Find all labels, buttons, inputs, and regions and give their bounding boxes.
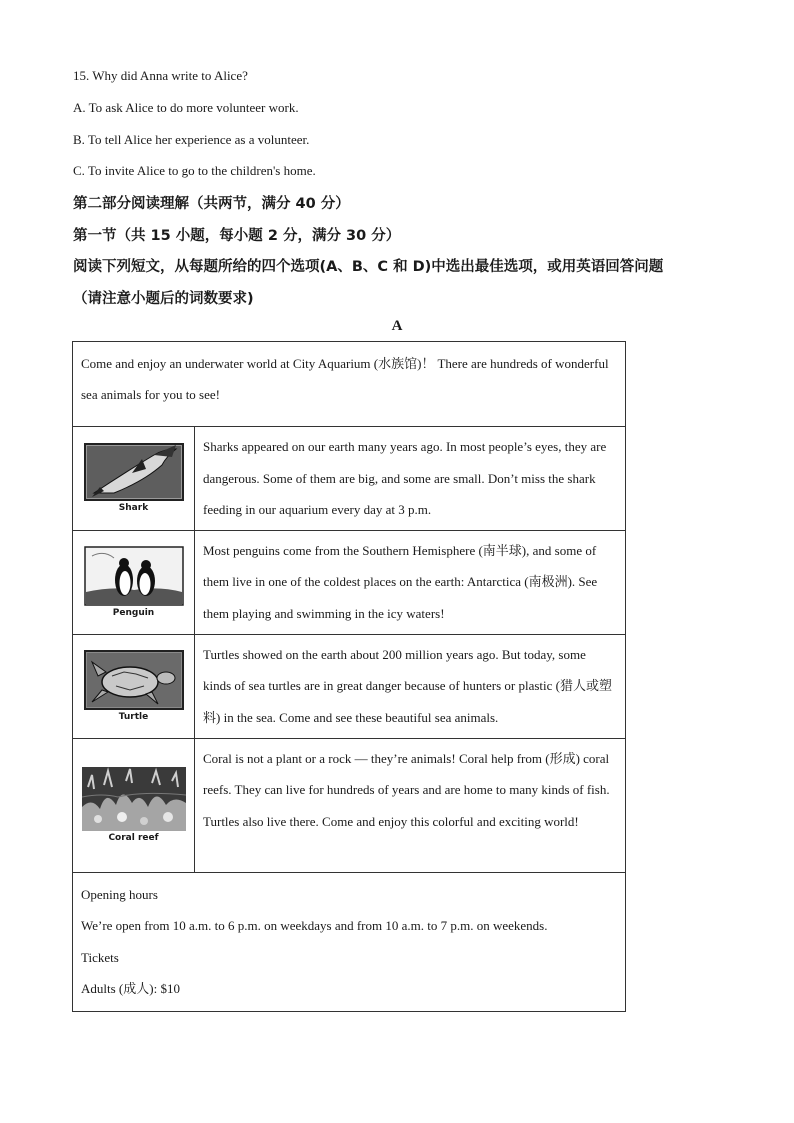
- aquarium-table: [72, 341, 626, 1012]
- opening-hours-text: We’re open from 10 a.m. to 6 p.m. on weekdays and from 10 a.m. to 7 p.m. on weekends.: [81, 918, 548, 933]
- penguin-icon: [84, 546, 184, 606]
- penguin-caption: Penguin: [112, 608, 155, 618]
- option-b: B. To tell Alice her experience as a volunteer.: [73, 132, 310, 147]
- shark-image-cell: [73, 427, 195, 531]
- coral-reef-image-cell: [73, 738, 195, 872]
- coral-reef-icon: [82, 767, 186, 831]
- part-title: 第二部分阅读理解（共两节，满分 40 分）: [73, 196, 350, 212]
- shark-icon: [84, 443, 184, 501]
- turtle-image-cell: [73, 634, 195, 738]
- shark-text: Sharks appeared on our earth many years ago. In most people’s eyes, they are dangerous. Some of them are big, and some are small. Don’t miss the shark feeding in our aquarium every day at 3 p.m.: [195, 427, 626, 531]
- sub-title: 第一节（共 15 小题，每小题 2 分，满分 30 分）: [73, 228, 401, 244]
- instruction-line-2: （请注意小题后的词数要求): [73, 291, 254, 307]
- option-c: C. To invite Alice to go to the children's home.: [73, 163, 316, 178]
- adults-price: Adults (成人): $10: [81, 981, 180, 996]
- turtle-text: Turtles showed on the earth about 200 million years ago. But today, some kinds of sea turtles are in great danger because of hunters or plastic (猎人或塑料) in the sea. Come and see these beautiful sea animals.: [195, 634, 626, 738]
- shark-caption: Shark: [118, 503, 149, 514]
- instruction-line-1: 阅读下列短文，从每题所给的四个选项(A、B、C 和 D)中选出最佳选项，或用英语回答问题: [73, 259, 664, 275]
- question-15-stem: 15. Why did Anna write to Alice?: [73, 68, 248, 83]
- info-footer: [73, 872, 626, 1011]
- aquarium-intro: Come and enjoy an underwater world at City Aquarium (水族馆)！ There are hundreds of wonderful sea animals for you to see!: [73, 342, 626, 427]
- penguin-text: Most penguins come from the Southern Hemisphere (南半球), and some of them live in one of the coldest places on the earth: Antarctica (南极洲). See them playing and swimming in the icy waters!: [195, 530, 626, 634]
- opening-hours-label: Opening hours: [81, 886, 158, 902]
- option-a: A. To ask Alice to do more volunteer work.: [73, 100, 299, 115]
- coral-reef-text: Coral is not a plant or a rock — they’re animals! Coral help from (形成) coral reefs. They can live for hundreds of years and are home to many kinds of fish. Turtles also live there. Come and enjoy this colorful and exciting world!: [195, 738, 626, 872]
- coral-reef-caption: Coral reef: [108, 833, 159, 843]
- turtle-caption: Turtle: [118, 712, 149, 722]
- tickets-label: Tickets: [81, 949, 119, 965]
- penguin-image-cell: [73, 530, 195, 634]
- turtle-icon: [84, 650, 184, 710]
- passage-label: A: [391, 318, 403, 334]
